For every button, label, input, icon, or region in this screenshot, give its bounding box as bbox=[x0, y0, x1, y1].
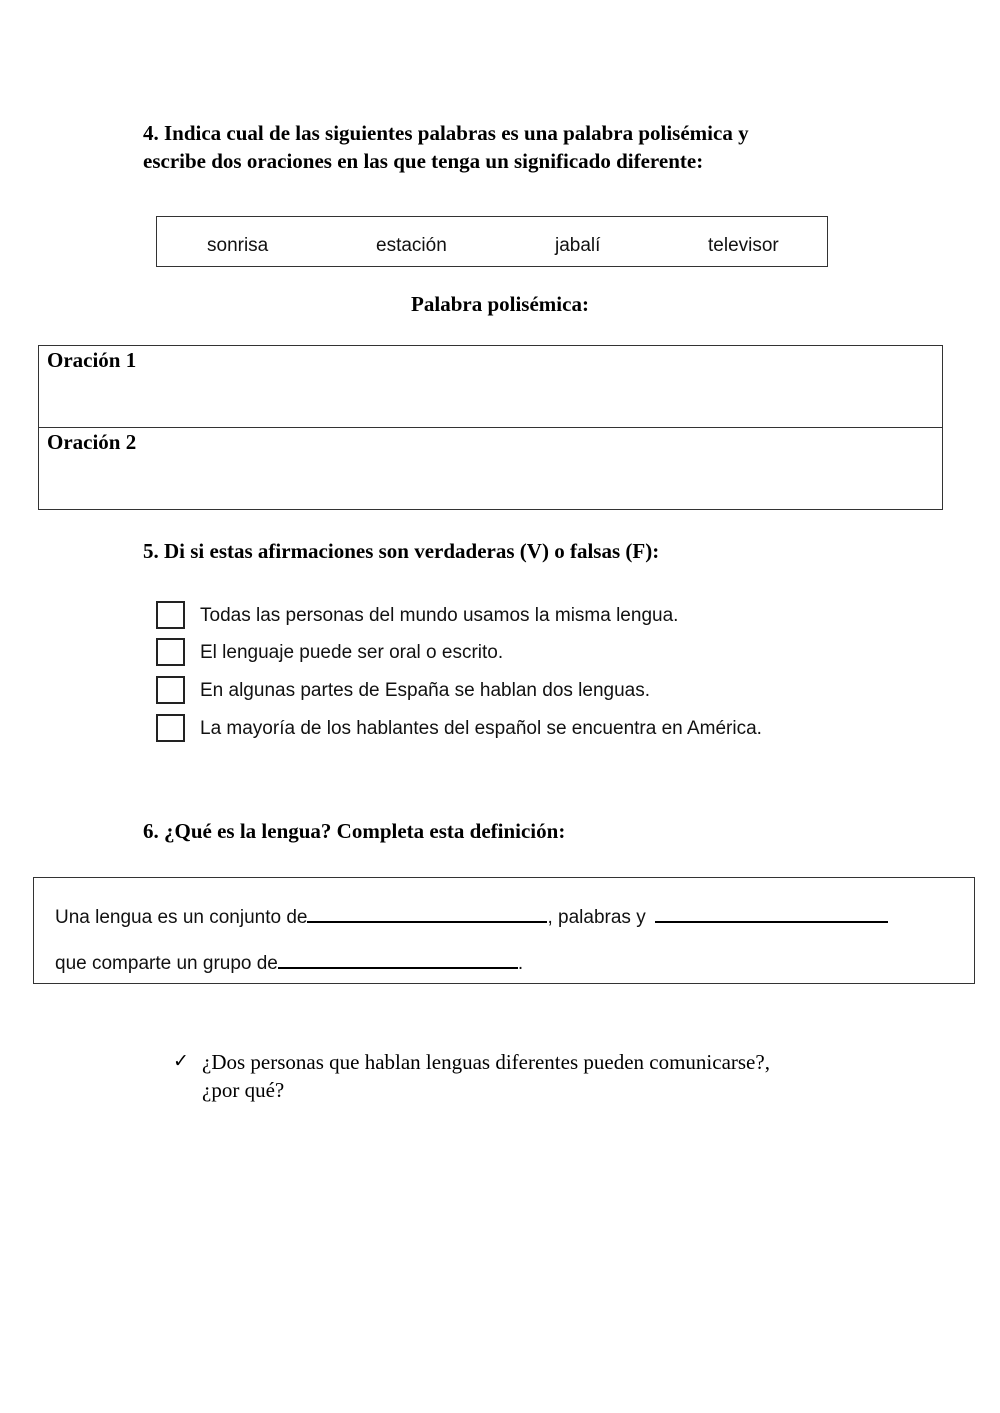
definition-text: . bbox=[517, 953, 524, 974]
word-option: jabalí bbox=[555, 235, 601, 256]
sentences-table bbox=[38, 345, 943, 510]
definition-line-1 bbox=[55, 903, 888, 929]
sentence-1-label: Oración 1 bbox=[47, 348, 137, 372]
answer-checkbox[interactable] bbox=[156, 601, 185, 629]
statement-text: En algunas partes de España se hablan dos lenguas. bbox=[200, 680, 650, 701]
check-icon: ✓ bbox=[173, 1051, 189, 1072]
extra-question-text bbox=[202, 1048, 872, 1104]
extra-question-line2: ¿por qué? bbox=[202, 1078, 285, 1102]
sentence-1-row[interactable] bbox=[39, 346, 942, 427]
statement-text: El lenguaje puede ser oral o escrito. bbox=[200, 642, 504, 663]
definition-text: , palabras y bbox=[547, 907, 646, 928]
word-options-box bbox=[156, 216, 828, 267]
answer-checkbox[interactable] bbox=[156, 638, 185, 666]
definition-line-2 bbox=[55, 949, 523, 975]
question-4-title bbox=[143, 119, 749, 175]
definition-box bbox=[33, 877, 975, 984]
blank-field[interactable] bbox=[655, 903, 888, 923]
definition-text: Una lengua es un conjunto de bbox=[55, 907, 308, 928]
extra-question-line1: ¿Dos personas que hablan lenguas diferentes pueden comunicarse?, bbox=[202, 1050, 770, 1074]
word-option: sonrisa bbox=[207, 235, 269, 256]
answer-checkbox[interactable] bbox=[156, 714, 185, 742]
question-4-title-line1: 4. Indica cual de las siguientes palabras es una palabra polisémica y bbox=[143, 121, 749, 145]
polysemic-word-label: Palabra polisémica: bbox=[411, 292, 589, 316]
definition-text: que comparte un grupo de bbox=[55, 953, 278, 974]
blank-field[interactable] bbox=[278, 949, 518, 969]
question-4-title-line2: escribe dos oraciones en las que tenga un significado diferente: bbox=[143, 149, 704, 173]
sentence-2-row[interactable] bbox=[39, 427, 942, 509]
question-5-title: 5. Di si estas afirmaciones son verdaderas (V) o falsas (F): bbox=[143, 539, 660, 563]
statement-text: La mayoría de los hablantes del español se encuentra en América. bbox=[200, 718, 762, 739]
blank-field[interactable] bbox=[307, 903, 547, 923]
word-option: televisor bbox=[708, 235, 779, 256]
sentence-2-label: Oración 2 bbox=[47, 430, 137, 454]
word-option: estación bbox=[376, 235, 447, 256]
answer-checkbox[interactable] bbox=[156, 676, 185, 704]
question-6-title: 6. ¿Qué es la lengua? Completa esta definición: bbox=[143, 819, 566, 843]
statement-text: Todas las personas del mundo usamos la misma lengua. bbox=[200, 605, 679, 626]
